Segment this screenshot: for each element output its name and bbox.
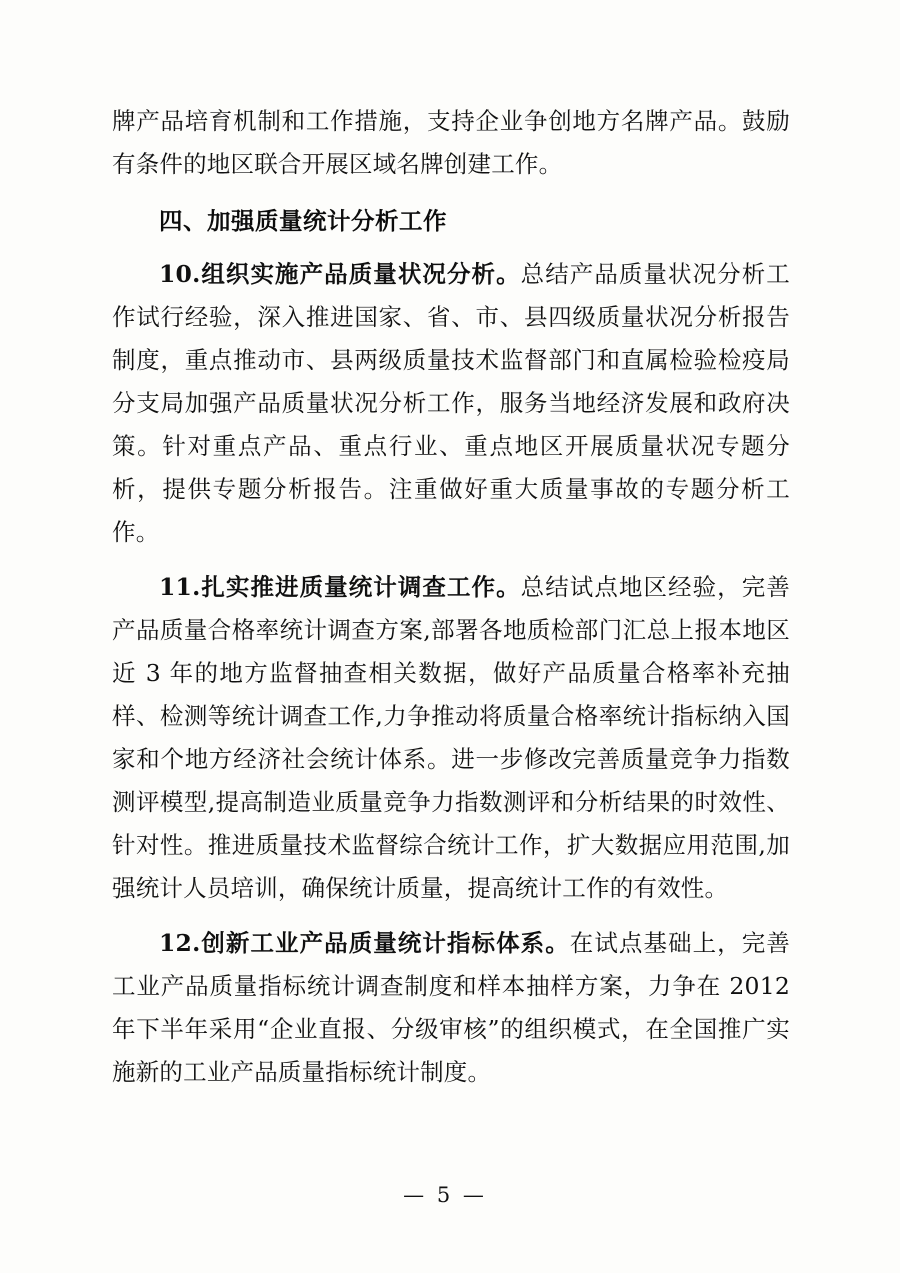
- list-item-12-lead: 创新工业产品质量统计指标体系。: [200, 929, 570, 957]
- page-number: — 5 —: [403, 1183, 487, 1207]
- page-content: [112, 100, 790, 1096]
- list-item-11-text: 总结试点地区经验，完善产品质量合格率统计调查方案,部署各地质检部门汇总上报本地区近 3 年的地方监督抽查相关数据，做好产品质量合格率补充抽样、检测等统计调查工作,力争推动将质量合格率统计指标纳入国家和个地方经济社会统计体系。进一步修改完善质量竞争力指数测评模型,提高制造业质量竞争力指数测评和分析结果的时效性、针对性。推进质量技术监督综合统计工作，扩大数据应用范围,加强统计人员培训，确保统计质量，提高统计工作的有效性。: [112, 573, 790, 902]
- list-item-10-number: 10.: [159, 260, 201, 288]
- page-footer: [0, 1183, 900, 1207]
- paragraph-continued: 牌产品培育机制和工作措施，支持企业争创地方名牌产品。鼓励有条件的地区联合开展区域名牌创建工作。: [112, 107, 790, 178]
- list-item-10: [112, 253, 790, 554]
- list-item-12-text: 在试点基础上，完善工业产品质量指标统计调查制度和样本抽样方案，力争在 2012 年下半年采用“企业直报、分级审核”的组织模式，在全国推广实施新的工业产品质量指标统计制度。: [112, 929, 790, 1086]
- list-item-10-text: 总结产品质量状况分析工作试行经验，深入推进国家、省、市、县四级质量状况分析报告制度，重点推动市、县两级质量技术监督部门和直属检验检疫局分支局加强产品质量状况分析工作，服务当地经济发展和政府决策。针对重点产品、重点行业、重点地区开展质量状况专题分析，提供专题分析报告。注重做好重大质量事故的专题分析工作。: [112, 260, 790, 546]
- list-item-11-number: 11.: [159, 573, 201, 601]
- list-item-11-lead: 扎实推进质量统计调查工作。: [200, 573, 521, 601]
- list-item-10-lead: 组织实施产品质量状况分析。: [200, 260, 521, 288]
- section-heading-4: 四、加强质量统计分析工作: [159, 207, 447, 235]
- list-item-12-number: 12.: [159, 929, 201, 957]
- list-item-11: [112, 566, 790, 910]
- list-item-12: [112, 922, 790, 1094]
